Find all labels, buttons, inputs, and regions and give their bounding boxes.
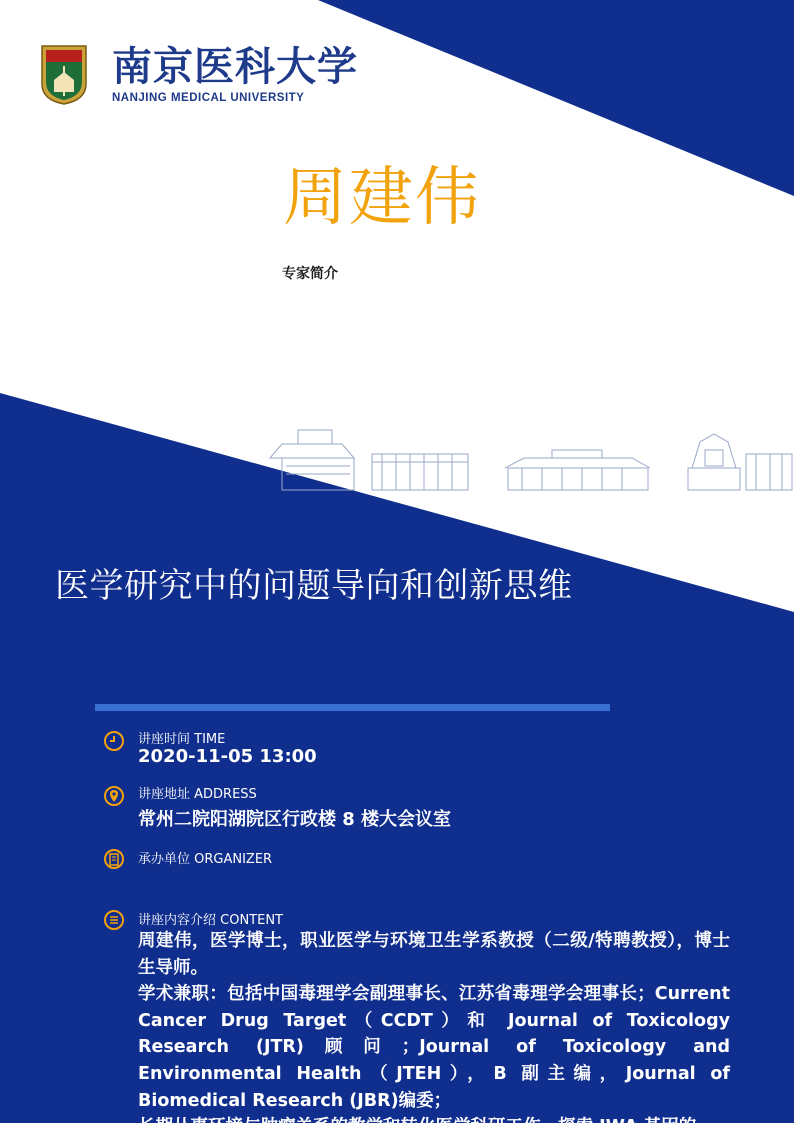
university-crest-icon (40, 44, 88, 106)
university-name-cn: 南京医科大学 (112, 43, 358, 90)
clock-icon (103, 730, 125, 752)
content-label: 讲座内容介绍 CONTENT (138, 913, 283, 928)
expert-intro-label: 专家简介 (282, 266, 338, 282)
time-label: 讲座时间 TIME (138, 732, 226, 747)
content-paragraph: 学术兼职：包括中国毒理学会副理事长、江苏省毒理学会理事长；Current Cancer Drug Target（CCDT）和 Journal of Toxicology Research (JTR)顾问；Journal of Toxicology and Environmental Health（JTEH），B 副主编，Journal of Biomedical Research (JBR)编委； (138, 984, 730, 1111)
speaker-name: 周建伟 (283, 161, 481, 235)
lecture-title: 医学研究中的问题导向和创新思维 (55, 566, 573, 606)
university-logo (40, 44, 358, 106)
content-paragraph: 长期从事环境与肿瘤关系的教学和转化医学科研工作，探索 JWA 基因的 (138, 1117, 697, 1138)
content-paragraph: 周建伟，医学博士，职业医学与环境卫生学系教授（二级/特聘教授），博士生导师。 (138, 931, 730, 978)
content-body (138, 928, 730, 1141)
address-label: 讲座地址 ADDRESS (138, 787, 257, 802)
title-divider (95, 704, 610, 711)
location-pin-icon (103, 785, 125, 807)
document-list-icon (103, 909, 125, 931)
organizer-label: 承办单位 ORGANIZER (138, 852, 273, 867)
time-value: 2020-11-05 13:00 (138, 746, 317, 767)
address-value: 常州二院阳湖院区行政楼 8 楼大会议室 (138, 809, 452, 830)
campus-skyline-illustration (262, 428, 794, 492)
university-name-en: NANJING MEDICAL UNIVERSITY (112, 92, 305, 104)
building-icon (103, 848, 125, 870)
